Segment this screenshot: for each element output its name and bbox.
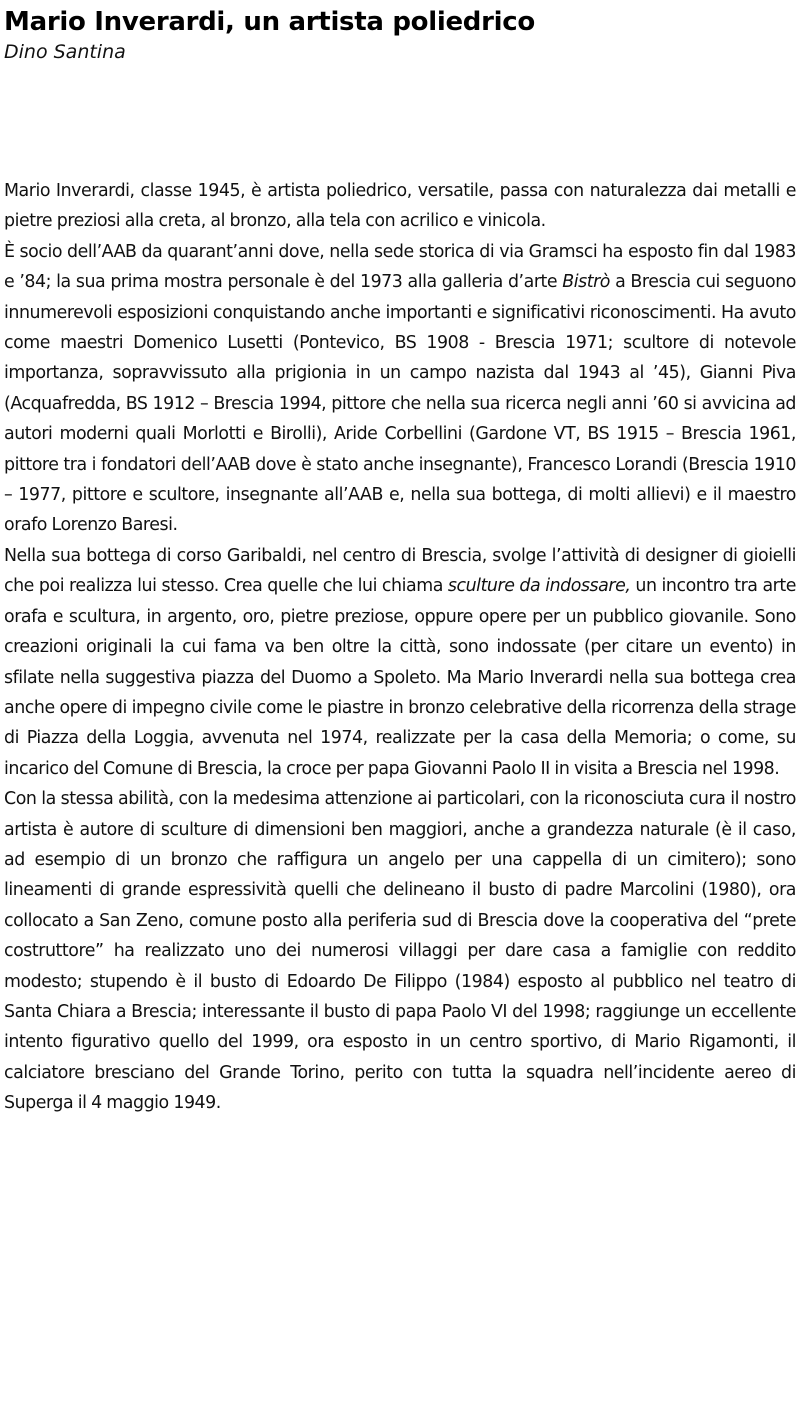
paragraph-text: Con la stessa abilità, con la medesima attenzione ai particolari, con la riconosciuta cura il nostro artista è autore di sculture di dimensioni ben maggiori, anche a grandezza naturale (è il caso, ad esempio di un bronzo che raffigura un angelo per una cappella di un cimitero); sono lineamenti di grande espressività quelli che delineano il busto di padre Marcolini (1980), ora collocato a San Zeno, comune posto alla periferia sud di Brescia dove la cooperativa del “prete costruttore” ha realizzato uno dei numerosi villaggi per dare casa a famiglie con reddito modesto; stupendo è il busto di Edoardo De Filippo (1984) esposto al pubblico nel teatro di Santa Chiara a Brescia; interessante il busto di papa Paolo VI del 1998; raggiunge un eccellente intento figurativo quello del 1999, ora esposto in un centro sportivo, di Mario Rigamonti, il calciatore bresciano del Grande Torino, perito con tutta la squadra nell’incidente aereo di Superga il 4 maggio 1949. xyxy=(4,789,796,1114)
article-body xyxy=(4,176,796,1119)
emphasis-italic: sculture da indossare, xyxy=(447,576,631,597)
gallery-name-italic: Bistrò xyxy=(562,272,610,293)
paragraph-text: È socio dell’AAB da quarant’anni dove, nella sede storica di via Gramsci ha esposto fin dal 1983 e ’84; la sua prima mostra personale è del 1973 alla galleria d’arte xyxy=(4,241,796,293)
article-author: Dino Santina xyxy=(4,41,126,63)
paragraph-text: a Brescia cui seguono innumerevoli esposizioni conquistando anche importanti e significativi riconoscimenti. Ha avuto come maestri Domenico Lusetti (Pontevico, BS 1908 - Brescia 1971; scultore di notevole importanza, sopravvissuto alla prigionia in un campo nazista dal 1943 al ’45), Gianni Piva (Acquafredda, BS 1912 – Brescia 1994, pittore che nella sua ricerca negli anni ’60 si avvicina ad autori moderni quali Morlotti e Birolli), Aride Corbellini (Gardone VT, BS 1915 – Brescia 1961, pittore tra i fondatori dell’AAB dove è stato anche insegnante), Francesco Lorandi (Brescia 1910 – 1977, pittore e scultore, insegnante all’AAB e, nella sua bottega, di molti allievi) e il maestro orafo Lorenzo Baresi. xyxy=(4,272,796,536)
paragraph-text: Nella sua bottega di corso Garibaldi, nel centro di Brescia, svolge l’attività di designer di gioielli che poi realizza lui stesso. Crea quelle che lui chiama xyxy=(4,545,796,597)
article-title: Mario Inverardi, un artista poliedrico xyxy=(4,7,535,37)
paragraph-1 xyxy=(4,176,796,237)
paragraph-2 xyxy=(4,237,796,541)
document-page xyxy=(4,0,796,1114)
paragraph-3 xyxy=(4,541,796,784)
paragraph-4 xyxy=(4,784,796,1118)
paragraph-text: Mario Inverardi, classe 1945, è artista poliedrico, versatile, passa con naturalezza dai metalli e pietre preziosi alla creta, al bronzo, alla tela con acrilico e vinicola. xyxy=(4,181,796,232)
paragraph-text: un incontro tra arte orafa e scultura, in argento, oro, pietre preziose, oppure opere per un pubblico giovanile. Sono creazioni originali la cui fama va ben oltre la città, sono indossate (per citare un evento) in sfilate nella suggestiva piazza del Duomo a Spoleto. Ma Mario Inverardi nella sua bottega crea anche opere di impegno civile come le piastre in bronzo celebrative della ricorrenza della strage di Piazza della Loggia, avvenuta nel 1974, realizzate per la casa della Memoria; o come, su incarico del Comune di Brescia, la croce per papa Giovanni Paolo II in visita a Brescia nel 1998. xyxy=(4,576,796,779)
